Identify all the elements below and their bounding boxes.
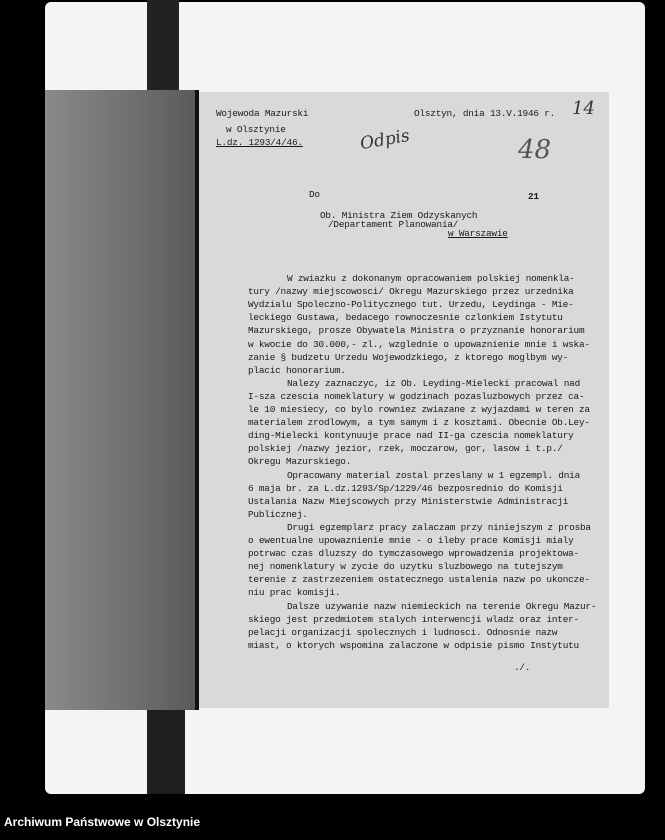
body-line: Wydzialu Spoleczno-Politycznego tut. Urzedu, Leydinga - Mie- [248, 299, 574, 311]
body-line: tury /nazwy miejscowosci/ Okregu Mazurskiego przez urzednika [248, 286, 574, 298]
body-line: niu prac komisji. [248, 587, 341, 599]
body-line: w kwocie do 30.000,- zl., wzglednie o upowaznienie mnie i wska- [248, 338, 590, 350]
continuation-mark: ./. [514, 662, 531, 673]
reference-number: L.dz. 1293/4/46. [216, 137, 303, 148]
binder-strip [147, 0, 179, 90]
body-line: Dalsze uzywanie nazw niemieckich na terenie Okregu Mazur- [287, 600, 597, 612]
sender-line1: Wojewoda Mazurski [216, 108, 309, 119]
sender-line2: w Olsztynie [226, 124, 286, 135]
body-line: le 10 miesiecy, co bylo rowniez zwiazane z wyjazdami w teren za [248, 404, 590, 415]
body-line: miast, o ktorych wspomina zalaczone w odpisie pismo Instytutu [248, 639, 579, 651]
body-line: polskiej /nazwy jezior, rzek, moczarow, gor, lasow i t.p./ [248, 443, 563, 455]
body-line: Drugi egzemplarz pracy zalaczam przy niniejszym z prosba [287, 521, 591, 533]
copy-mark: Odpis [358, 125, 412, 155]
body-line: zanie § budzetu Urzedu Wojewodzkiego, z ktorego moglbym wy- [248, 351, 569, 363]
body-line: Mazurskiego, prosze Obywatela Ministra o przyznanie honorarium [248, 325, 585, 337]
archive-footer: Archiwum Państwowe w Olsztynie [4, 815, 201, 829]
place-date: Olsztyn, dnia 13.V.1946 r. [414, 108, 556, 119]
address-line3: w Warszawie [448, 228, 508, 239]
body-line: W zwiazku z dokonanym opracowaniem polskiej nomenkla- [287, 273, 575, 284]
body-line: pelacji organizacji spolecznych i ludnosci. Odnosnie nazw [248, 626, 558, 638]
previous-page [45, 90, 195, 710]
body-line: 6 maja br. za L.dz.1293/Sp/1229/46 bezposrednio do Komisji [248, 482, 563, 494]
body-line: ding-Mielecki kontynuuje prace nad II-ga czescia nomeklatury [248, 430, 574, 442]
body-line: Opracowany material zostal przeslany w 1 egzempl. dnia [287, 469, 580, 481]
body-line: terenie z zastrzezeniem ostatecznego ustalenia nazw po ukoncze- [248, 574, 590, 586]
body-line: leckiego Gustawa, bedacego rownoczesnie czlonkiem Istytutu [248, 312, 563, 324]
body-line: skiego jest przedmiotem stalych interwencji wladz oraz inter- [248, 613, 579, 625]
address-line1: Ob. Ministra Ziem Odzyskanych [320, 210, 478, 221]
stamp-number: 48 [518, 135, 552, 165]
body-line: materialem zrodlowym, a tym samym i z kosztami. Obecnie Ob.Ley- [248, 417, 590, 429]
body-line: Okregu Mazurskiego. [248, 456, 352, 468]
body-line: placic honorarium. [248, 364, 346, 376]
body-line: o ewentualne upowaznienie mnie - o ileby prace Komisji mialy [248, 535, 574, 546]
body-line: nej nomenklatury w zycie do uzytku sluzbowego na tutejszym [248, 561, 563, 573]
address-to: Do [309, 189, 320, 200]
address-line2: /Departament Planowania/ [328, 219, 459, 230]
body-line: Nalezy zaznaczyc, iz Ob. Leyding-Mielecki pracowal nad [287, 377, 580, 389]
body-line: Ustalania Nazw Miejscowych przy Ministerstwie Administracji [248, 495, 569, 507]
binder-strip [147, 710, 185, 794]
body-line: potrwac czas dluzszy do tymczasowego wprowadzenia projektowa- [248, 548, 579, 560]
page-number: 14 [572, 98, 595, 119]
stamp-number-2: 21 [528, 191, 539, 202]
body-line: I-sza czescia nomeklatury w godzinach pozasluzbowych przez ca- [248, 390, 585, 402]
body-line: Publicznej. [248, 508, 308, 520]
